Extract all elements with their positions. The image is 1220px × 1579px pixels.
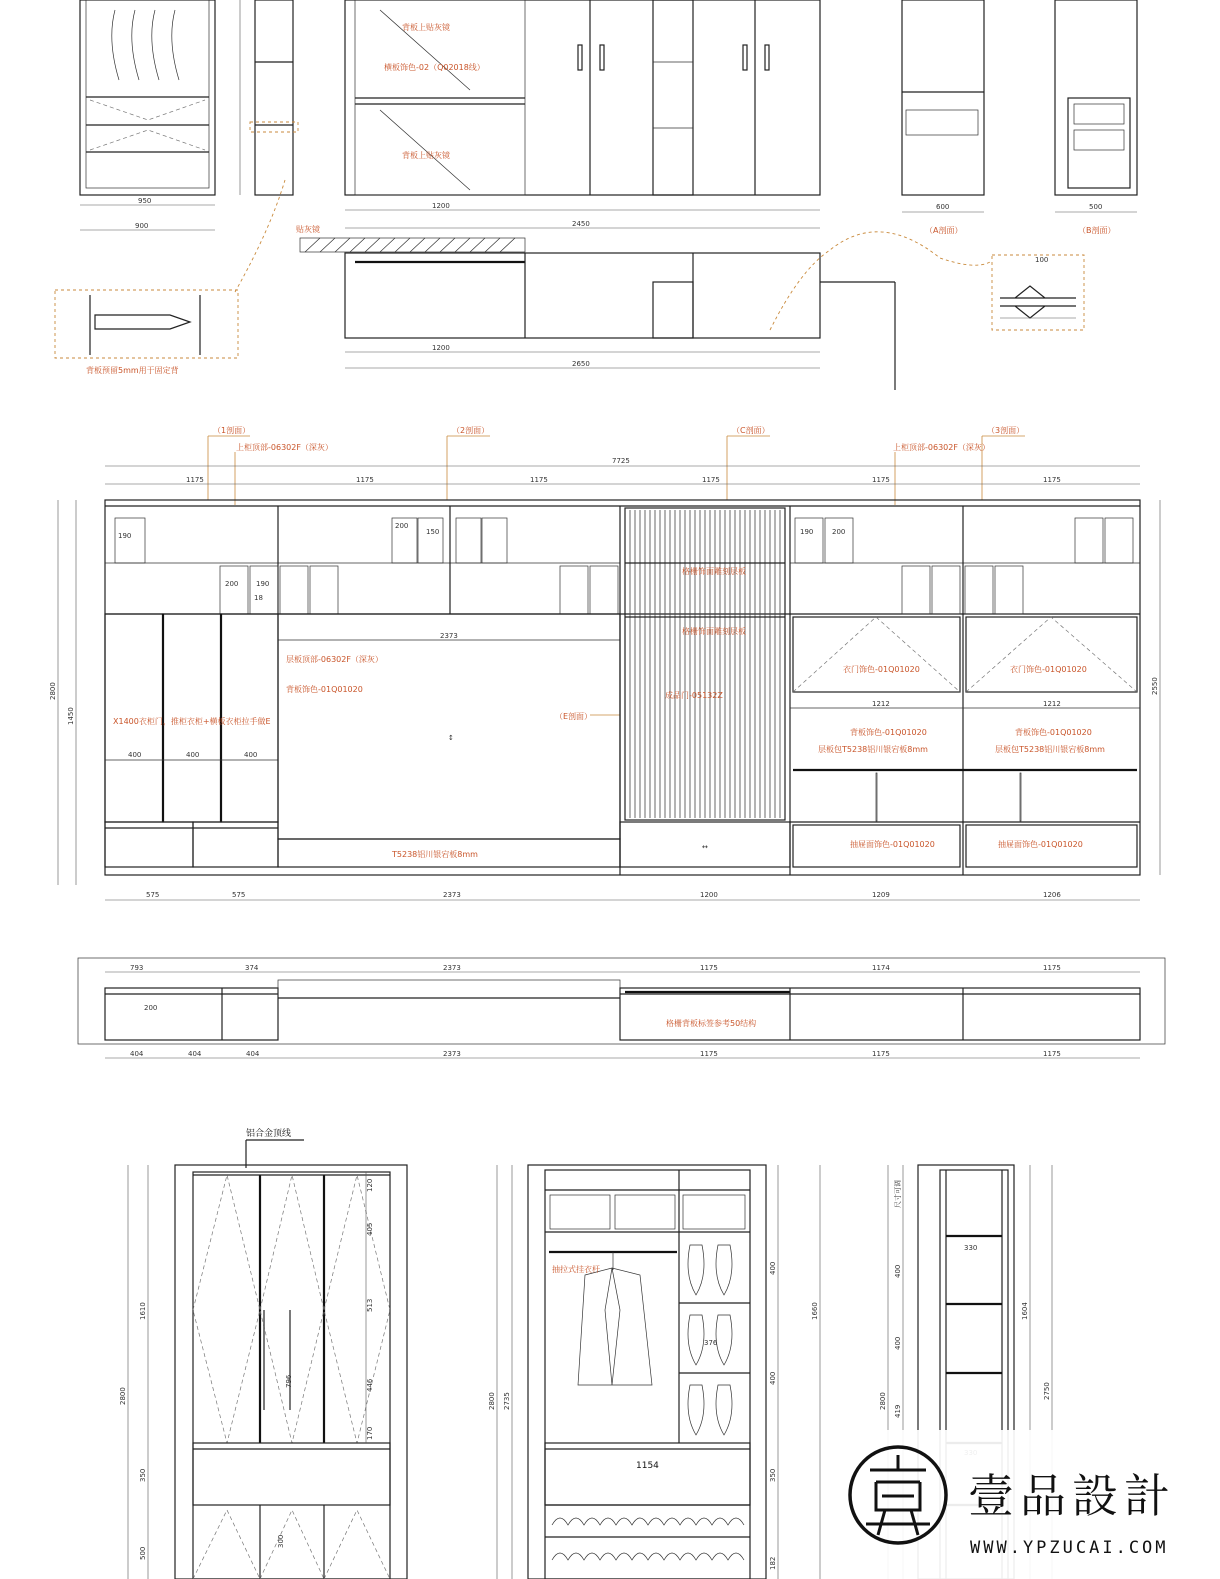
- svg-text:1175: 1175: [530, 476, 548, 484]
- section-a-view: [902, 0, 984, 235]
- svg-text:513: 513: [366, 1298, 374, 1312]
- dim-left-1450: 1450: [67, 707, 75, 725]
- svg-text:330: 330: [964, 1244, 978, 1252]
- svg-text:190: 190: [256, 580, 270, 588]
- svg-text:350: 350: [769, 1468, 777, 1482]
- svg-text:1175: 1175: [1043, 1050, 1061, 1058]
- svg-text:2373: 2373: [443, 891, 461, 899]
- svg-text:格栅饰面雕刻层板: 格栅饰面雕刻层板: [682, 567, 746, 576]
- svg-text:2373: 2373: [443, 964, 461, 972]
- mirror-label-bottom: 背板上贴灰镜: [402, 151, 450, 160]
- section-b-view: [1055, 0, 1137, 235]
- svg-text:1175: 1175: [702, 476, 720, 484]
- svg-text:抽屉面饰色-01Q01020: 抽屉面饰色-01Q01020: [998, 840, 1083, 849]
- dim-600: 600: [936, 203, 950, 211]
- mirror-wall-plan: [296, 224, 990, 390]
- main-elevation: [49, 425, 1160, 900]
- detail-callout-left: [55, 180, 285, 375]
- svg-text:衣门饰色-01Q01020: 衣门饰色-01Q01020: [843, 665, 920, 674]
- svg-text:1209: 1209: [872, 891, 890, 899]
- svg-text:419: 419: [894, 1404, 902, 1418]
- svg-text:1212: 1212: [1043, 700, 1061, 708]
- svg-text:2750: 2750: [1043, 1382, 1051, 1400]
- dim-100: 100: [1035, 256, 1049, 264]
- svg-text:575: 575: [232, 891, 246, 899]
- svg-text:400: 400: [894, 1264, 902, 1278]
- svg-text:404: 404: [130, 1050, 144, 1058]
- svg-text:1175: 1175: [872, 476, 890, 484]
- svg-text:182: 182: [769, 1556, 777, 1570]
- dim-2373: 2373: [440, 632, 458, 640]
- dim-2650: 2650: [572, 360, 590, 368]
- svg-text:400: 400: [244, 751, 258, 759]
- dim-900: 900: [135, 222, 149, 230]
- note-top-left: 上柜顶部-06302F（深灰）: [236, 443, 333, 452]
- svg-text:2800: 2800: [119, 1387, 127, 1405]
- tag-section-c: （C剖面）: [732, 426, 770, 435]
- hanger-label: 抽拉式挂衣杆: [552, 1265, 600, 1274]
- svg-text:200: 200: [395, 522, 409, 530]
- detail-callout-right: [992, 255, 1084, 330]
- top-detail-views: [55, 0, 1137, 390]
- left-wardrobe: [105, 614, 278, 867]
- svg-text:200: 200: [832, 528, 846, 536]
- crown-label: 铝合金顶线: [246, 1129, 292, 1139]
- svg-text:背板饰色-01Q01020: 背板饰色-01Q01020: [850, 728, 927, 737]
- svg-text:400: 400: [769, 1371, 777, 1385]
- svg-text:2800: 2800: [879, 1392, 887, 1410]
- note-door: X1400衣柜门，推柜衣柜+横板衣柜拉手做E: [113, 717, 271, 726]
- svg-text:层板包T5238铝川银宕板8mm: 层板包T5238铝川银宕板8mm: [818, 745, 928, 754]
- dim-950: 950: [138, 197, 152, 205]
- svg-text:1206: 1206: [1043, 891, 1061, 899]
- svg-text:成品门-05132Z: 成品门-05132Z: [665, 691, 723, 700]
- section-a-tag: （A剖面）: [925, 226, 963, 235]
- svg-text:170: 170: [366, 1426, 374, 1440]
- svg-text:1610: 1610: [139, 1302, 147, 1320]
- dim-1200: 1200: [432, 202, 450, 210]
- svg-text:衣门饰色-01Q01020: 衣门饰色-01Q01020: [1010, 665, 1087, 674]
- section-tags: [208, 425, 1025, 721]
- svg-text:190: 190: [800, 528, 814, 536]
- middle-open-bay: [278, 614, 620, 867]
- logo-name: 壹品設計: [968, 1469, 1176, 1523]
- brand-logo: [840, 1430, 1220, 1579]
- svg-text:1604: 1604: [1021, 1302, 1029, 1320]
- plan-view: [78, 958, 1165, 1058]
- tag-section-3: （3剖面）: [987, 426, 1025, 435]
- svg-text:400: 400: [894, 1336, 902, 1350]
- grille-slats: [630, 510, 780, 818]
- svg-text:400: 400: [128, 751, 142, 759]
- bottom-elevation-middle: [488, 1165, 820, 1579]
- svg-text:1660: 1660: [811, 1302, 819, 1320]
- svg-text:1175: 1175: [872, 1050, 890, 1058]
- mirror-wall-view: [345, 0, 820, 228]
- note-base: T5238铝川银宕板8mm: [392, 850, 478, 859]
- svg-text:抽屉面饰色-01Q01020: 抽屉面饰色-01Q01020: [850, 840, 935, 849]
- svg-text:404: 404: [246, 1050, 260, 1058]
- svg-text:2735: 2735: [503, 1392, 511, 1410]
- tag-section-1: （1剖面）: [213, 426, 251, 435]
- bottom-dim-row: [146, 891, 1061, 899]
- plan-note: 格栅背板标签参考50结构: [666, 1019, 757, 1028]
- note-shelf: 层板顶部-06302F（深灰）: [286, 655, 383, 664]
- svg-text:376: 376: [704, 1339, 718, 1347]
- gray-mirror-tag: 贴灰镜: [296, 225, 320, 234]
- note-top-right: 上柜顶部-06302F（深灰）: [893, 443, 990, 452]
- svg-text:1175: 1175: [356, 476, 374, 484]
- svg-text:尺寸可调: 尺寸可调: [894, 1180, 902, 1208]
- board-label: 横板饰色-02（Q02018线）: [384, 63, 485, 72]
- svg-text:575: 575: [146, 891, 160, 899]
- svg-text:1154: 1154: [636, 1461, 659, 1471]
- svg-text:1175: 1175: [1043, 964, 1061, 972]
- svg-text:404: 404: [188, 1050, 202, 1058]
- svg-text:↕: ↕: [448, 734, 454, 742]
- svg-text:300: 300: [277, 1534, 285, 1548]
- logo-url: WWW.YPZUCAI.COM: [970, 1538, 1169, 1558]
- right-bays: [790, 617, 1140, 867]
- mirror-label-top: 背板上贴灰镜: [402, 23, 450, 32]
- svg-text:1175: 1175: [186, 476, 204, 484]
- svg-text:150: 150: [426, 528, 440, 536]
- wardrobe-section-1: [80, 0, 215, 230]
- svg-text:200: 200: [144, 1004, 158, 1012]
- grille-panel: [620, 508, 790, 867]
- dim-1200-b: 1200: [432, 344, 450, 352]
- dim-overall-7725: 7725: [612, 457, 630, 465]
- note-backboard: 背板预留5mm用于固定背: [86, 366, 179, 375]
- svg-text:1212: 1212: [872, 700, 890, 708]
- svg-text:格栅饰面雕刻层板: 格栅饰面雕刻层板: [682, 627, 746, 636]
- bottom-elevation-left: [119, 1127, 407, 1579]
- section-b-tag: （B剖面）: [1078, 226, 1116, 235]
- dim-left-2800: 2800: [49, 682, 57, 700]
- svg-text:2800: 2800: [488, 1392, 496, 1410]
- dim-right-2550: 2550: [1151, 677, 1159, 695]
- svg-text:↔: ↔: [702, 843, 708, 851]
- narrow-shelf-view: [240, 0, 298, 195]
- svg-text:400: 400: [769, 1261, 777, 1275]
- top-dim-row: [186, 476, 1061, 484]
- svg-text:2373: 2373: [443, 1050, 461, 1058]
- svg-text:1175: 1175: [700, 964, 718, 972]
- svg-text:446: 446: [366, 1378, 374, 1392]
- svg-text:200: 200: [225, 580, 239, 588]
- svg-text:1200: 1200: [700, 891, 718, 899]
- svg-text:18: 18: [254, 594, 263, 602]
- svg-text:190: 190: [118, 532, 132, 540]
- svg-text:374: 374: [245, 964, 259, 972]
- tag-section-e: （E剖面）: [555, 712, 593, 721]
- svg-text:1175: 1175: [700, 1050, 718, 1058]
- svg-text:405: 405: [366, 1222, 374, 1236]
- svg-text:400: 400: [186, 751, 200, 759]
- dim-500: 500: [1089, 203, 1103, 211]
- dim-2450: 2450: [572, 220, 590, 228]
- upper-small-niches: [115, 518, 1133, 614]
- note-back-panel: 背板饰色-01Q01020: [286, 685, 363, 694]
- svg-text:1175: 1175: [1043, 476, 1061, 484]
- svg-text:层板包T5238铝川银宕板8mm: 层板包T5238铝川银宕板8mm: [995, 745, 1105, 754]
- svg-text:1174: 1174: [872, 964, 890, 972]
- svg-text:500: 500: [139, 1546, 147, 1560]
- svg-text:120: 120: [366, 1178, 374, 1192]
- svg-text:350: 350: [139, 1468, 147, 1482]
- tag-section-2: （2剖面）: [452, 426, 490, 435]
- svg-text:背板饰色-01Q01020: 背板饰色-01Q01020: [1015, 728, 1092, 737]
- svg-text:796: 796: [285, 1374, 293, 1388]
- svg-text:793: 793: [130, 964, 144, 972]
